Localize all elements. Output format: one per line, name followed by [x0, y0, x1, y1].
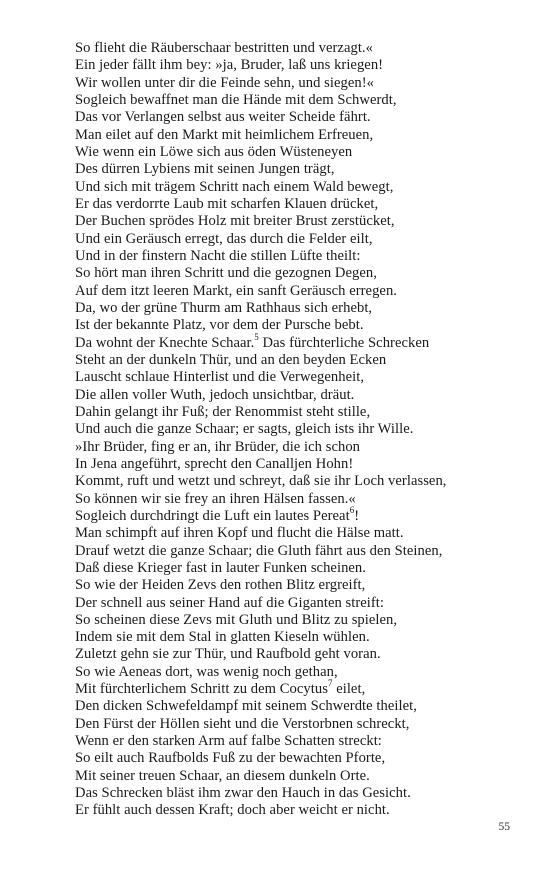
- poem-line: [75, 179, 515, 196]
- poem-line: [75, 439, 515, 456]
- poem-line: [75, 92, 515, 109]
- poem-line-text: »Ihr Brüder, fing er an, ihr Brüder, die ich schon: [75, 438, 361, 455]
- footnote-marker[interactable]: 5: [254, 331, 259, 342]
- poem-line: [75, 678, 515, 698]
- poem-line: [75, 456, 515, 473]
- poem-line: [75, 75, 515, 92]
- poem-line-text: So wie der Heiden Zevs den rothen Blitz ergreift,: [75, 577, 366, 594]
- poem-line: [75, 109, 515, 126]
- poem-line: [75, 421, 515, 438]
- poem-line-text: So hört man ihren Schritt und die gezognen Degen,: [75, 265, 377, 282]
- poem-line: [75, 646, 515, 663]
- poem-line: [75, 595, 515, 612]
- poem-line: [75, 144, 515, 161]
- poem-line: [75, 716, 515, 733]
- poem-line: [75, 352, 515, 369]
- poem-line-text: Drauf wetzt die ganze Schaar; die Gluth fährt aus den Steinen,: [75, 542, 443, 559]
- poem-line-text: Die allen voller Wuth, jedoch unsichtbar, dräut.: [75, 386, 355, 403]
- poem-line-text: Und auch die ganze Schaar; er sagts, gleich ists ihr Wille.: [75, 421, 414, 438]
- poem-line-text-continued: eilet,: [332, 681, 366, 698]
- poem-line-text: Das vor Verlangen selbst aus weiter Scheide fährt.: [75, 109, 371, 126]
- poem-line: [75, 283, 515, 300]
- poem-line-text: So wie Aeneas dort, was wenig noch gethan,: [75, 663, 338, 680]
- poem-line: [75, 404, 515, 421]
- poem-line: [75, 265, 515, 282]
- poem-line: [75, 317, 515, 334]
- poem-line: [75, 491, 515, 508]
- page-number: 55: [498, 821, 510, 833]
- poem-line: [75, 629, 515, 646]
- footnote-marker[interactable]: 6: [349, 505, 355, 515]
- poem-line-text: Da, wo der grüne Thurm am Rathhaus sich erhebt,: [75, 299, 373, 316]
- poem-line-text: Ein jeder fällt ihm bey: »ja, Bruder, laß uns kriegen!: [75, 57, 384, 74]
- poem-line-text: Und ein Geräusch erregt, das durch die Felder eilt,: [75, 230, 373, 247]
- poem-line: [75, 698, 515, 715]
- poem-line-text: Lauscht schlaue Hinterlist und die Verwegenheit,: [75, 369, 365, 386]
- poem-line: [75, 473, 515, 490]
- footnote-marker[interactable]: 7: [327, 678, 333, 689]
- poem-line-text: So scheinen diese Zevs mit Gluth und Blitz zu spielen,: [75, 611, 398, 628]
- poem-line: [75, 40, 515, 57]
- poem-line-text: Wir wollen unter dir die Feinde sehn, und siegen!«: [75, 74, 374, 91]
- poem-line: [75, 127, 515, 144]
- poem-line-text: Ist der bekannte Platz, vor dem der Pursche bebt.: [75, 317, 364, 334]
- poem-line-text: In Jena angeführt, sprecht den Canalljen Hohn!: [75, 455, 354, 472]
- poem-line-text: Mit seiner treuen Schaar, an diesem dunkeln Orte.: [75, 767, 370, 784]
- poem-line: [75, 560, 515, 577]
- poem-line-text: Indem sie mit dem Stal in glatten Kieseln wühlen.: [75, 629, 370, 646]
- poem-line: [75, 768, 515, 785]
- poem-line-text: Wenn er den starken Arm auf falbe Schatten streckt:: [75, 733, 382, 750]
- poem-line-text: Er fühlt auch dessen Kraft; doch aber weicht er nicht.: [75, 802, 390, 819]
- poem-line: [75, 387, 515, 404]
- poem-line: [75, 543, 515, 560]
- poem-line: [75, 369, 515, 386]
- poem-line: [75, 733, 515, 750]
- poem-line: [75, 248, 515, 265]
- poem-line-text-continued: Das fürchterliche Schrecken: [258, 334, 430, 351]
- poem-line: [75, 785, 515, 802]
- poem-line-text: Und sich mit trägem Schritt nach einem Wald bewegt,: [75, 178, 394, 195]
- poem-line-text: Er das verdorrte Laub mit scharfen Klauen drücket,: [75, 195, 379, 212]
- poem-line-text: Dahin gelangt ihr Fuß; der Renommist steht stille,: [75, 403, 371, 420]
- poem-line-text: Den dicken Schwefeldampf mit seinem Schwerdte theilet,: [75, 698, 417, 715]
- poem-line-text: So können wir sie frey an ihren Hälsen fassen.«: [75, 490, 356, 507]
- poem-line: [75, 802, 515, 819]
- poem-line-text: Den Fürst der Höllen sieht und die Verstorbnen schreckt,: [75, 715, 410, 732]
- poem-line-text: Der Buchen sprödes Holz mit breiter Brust zerstücket,: [75, 213, 395, 230]
- poem-line-text: Steht an der dunkeln Thür, und an den beyden Ecken: [75, 351, 387, 368]
- poem-line: [75, 57, 515, 74]
- poem-line-text: Zuletzt gehn sie zur Thür, und Raufbold geht voran.: [75, 646, 381, 663]
- poem-line-text: Da wohnt der Knechte Schaar.: [75, 334, 255, 351]
- poem-line: [75, 331, 515, 352]
- poem-line-text: Sogleich bewaffnet man die Hände mit dem Schwerdt,: [75, 91, 397, 108]
- poem-line-text: So eilt auch Raufbolds Fuß zu der bewachten Pforte,: [75, 750, 386, 767]
- poem-line-text-continued: !: [354, 507, 360, 524]
- poem-line-text: Der schnell aus seiner Hand auf die Giganten streift:: [75, 594, 385, 611]
- poem-line-text: Auf dem itzt leeren Markt, ein sanft Geräusch erregen.: [75, 282, 398, 299]
- poem-text: [75, 40, 515, 820]
- poem-line: [75, 231, 515, 248]
- poem-line: [75, 505, 515, 525]
- poem-line: [75, 664, 515, 681]
- poem-line-text: Das Schrecken bläst ihm zwar den Hauch in das Gesicht.: [75, 785, 411, 802]
- poem-line-text: Wie wenn ein Löwe sich aus öden Wüsteneyen: [75, 143, 353, 160]
- poem-line-text: Kommt, ruft und wetzt und schreyt, daß sie ihr Loch verlassen,: [75, 473, 447, 490]
- poem-line: [75, 161, 515, 178]
- poem-line: [75, 196, 515, 213]
- poem-line-text: Mit fürchterlichem Schritt zu dem Cocytus: [75, 681, 328, 698]
- poem-line-text: Man schimpft auf ihren Kopf und flucht die Hälse matt.: [75, 525, 404, 542]
- poem-line-text: Sogleich durchdringt die Luft ein lautes Pereat: [75, 507, 350, 524]
- poem-line: [75, 525, 515, 542]
- poem-line: [75, 300, 515, 317]
- poem-line: [75, 577, 515, 594]
- poem-line-text: Und in der finstern Nacht die stillen Lüfte theilt:: [75, 247, 361, 264]
- poem-line-text: So flieht die Räuberschaar bestritten und verzagt.«: [75, 40, 373, 56]
- poem-line-text: Des dürren Lybiens mit seinen Jungen trägt,: [75, 161, 335, 178]
- poem-line-text: Man eilet auf den Markt mit heimlichem Erfreuen,: [75, 126, 374, 143]
- poem-line: [75, 213, 515, 230]
- poem-line: [75, 612, 515, 629]
- poem-line-text: Daß diese Krieger fast in lauter Funken scheinen.: [75, 559, 366, 576]
- poem-line: [75, 750, 515, 767]
